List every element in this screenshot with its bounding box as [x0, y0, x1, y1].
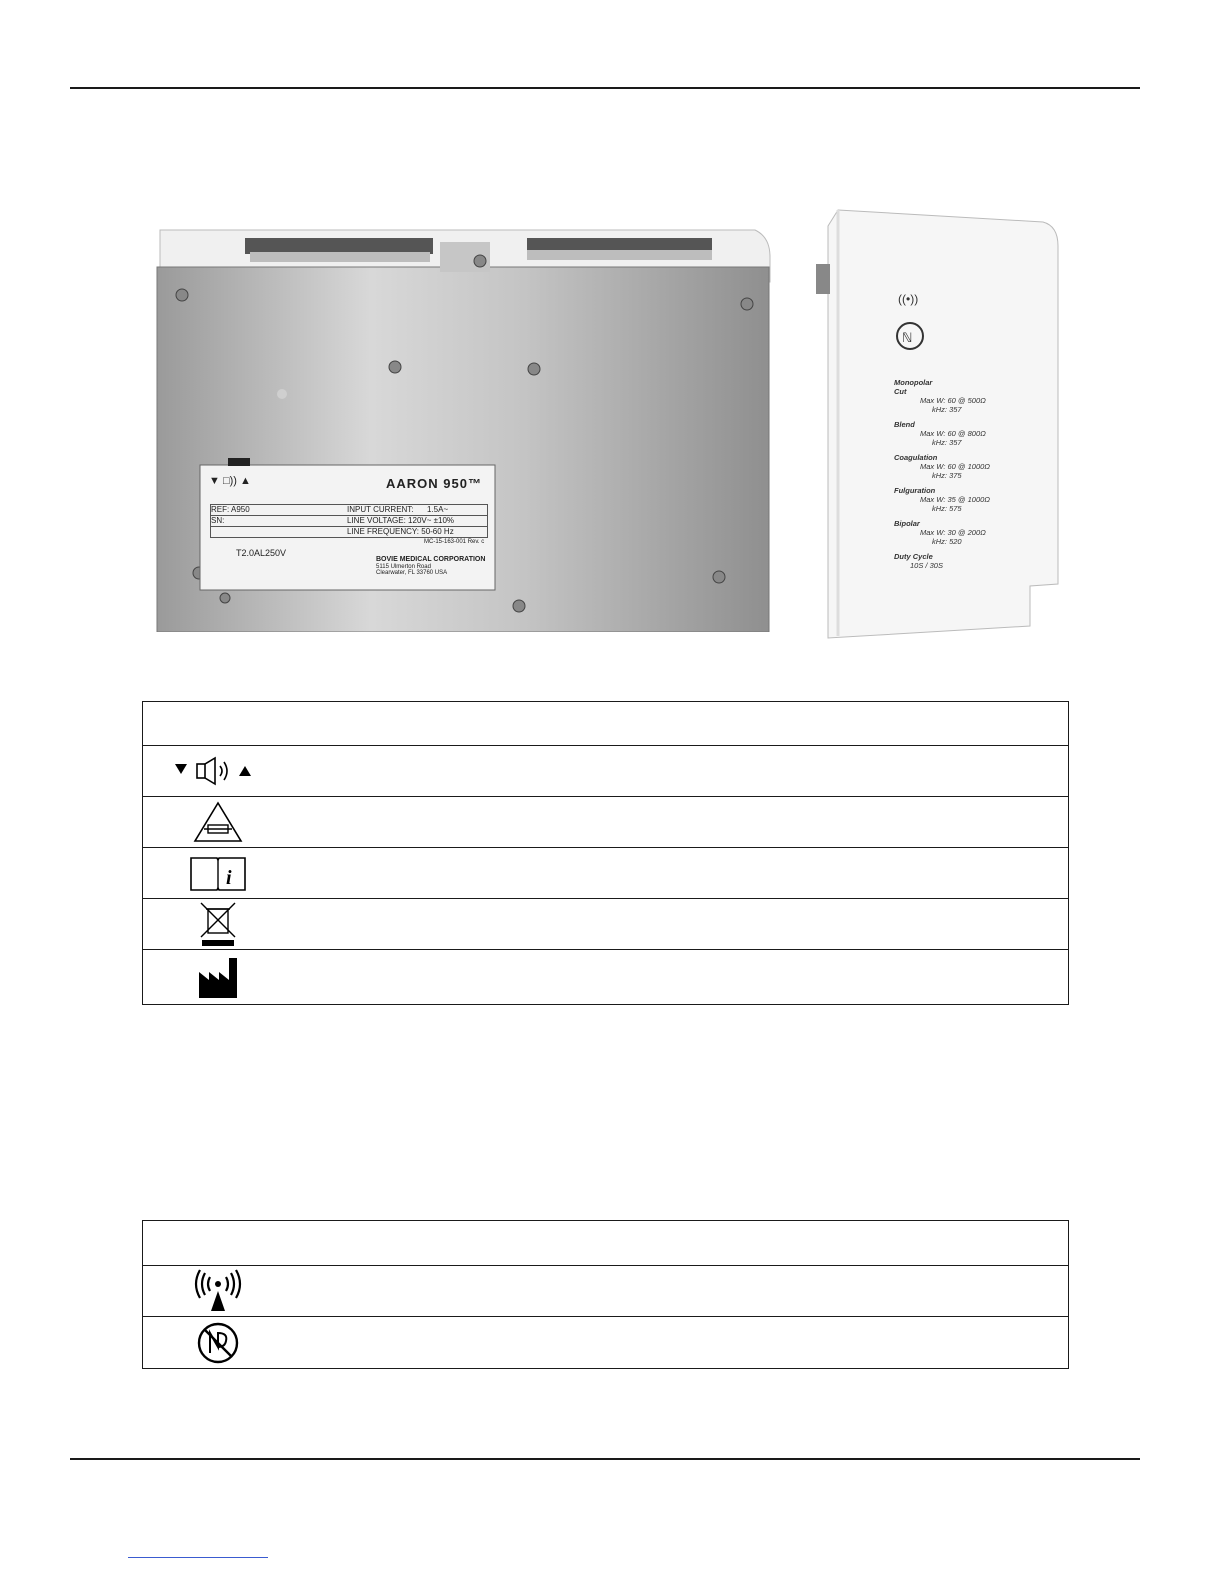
bip-khz: kHz: 520	[932, 537, 962, 546]
weee-bin-icon	[143, 901, 293, 947]
mode-coagulation: Coagulation	[894, 453, 938, 462]
fulg-max: Max W: 35 @ 1000Ω	[920, 495, 991, 504]
table-header	[143, 702, 1068, 746]
manufacturer-name: BOVIE MEDICAL CORPORATION	[376, 556, 486, 563]
cut-khz: kHz: 357	[932, 405, 962, 414]
mode-fulguration: Fulguration	[894, 486, 936, 495]
brand-text: AARON 950™	[386, 476, 482, 491]
non-ionizing-radiation-icon	[143, 1269, 293, 1313]
table-row	[143, 899, 1068, 950]
input-current-label: INPUT CURRENT:	[347, 505, 414, 514]
fulg-khz: kHz: 575	[932, 504, 962, 513]
table-row	[143, 848, 1068, 899]
cut-max: Max W: 60 @ 500Ω	[920, 396, 986, 405]
svg-text:i: i	[226, 867, 232, 889]
table-row	[143, 797, 1068, 848]
ref-field: REF: A950	[211, 505, 250, 514]
label-plate	[206, 470, 496, 590]
mode-bipolar: Bipolar	[894, 519, 920, 528]
duty-cycle-value: 10S / 30S	[910, 561, 943, 570]
mode-blend: Blend	[894, 420, 915, 429]
line-voltage: LINE VOLTAGE: 120V~ ±10%	[347, 516, 455, 525]
fuse-rating: T2.0AL250V	[236, 548, 287, 558]
table-row	[143, 950, 1068, 1004]
table-row	[143, 1317, 1068, 1368]
svg-text:((•)): ((•))	[898, 292, 919, 306]
side-symbol-table	[142, 1220, 1069, 1369]
blend-khz: kHz: 357	[932, 438, 962, 447]
blend-max: Max W: 60 @ 800Ω	[920, 429, 986, 438]
coag-khz: kHz: 375	[932, 471, 962, 480]
input-current-value: 1.5A~	[427, 505, 449, 514]
fuse-icon	[143, 801, 293, 843]
rear-symbol-table	[142, 701, 1069, 1005]
duty-cycle-label: Duty Cycle	[894, 552, 933, 561]
table-header	[143, 1221, 1068, 1266]
side-label	[894, 378, 1044, 570]
footer-link-underline[interactable]	[128, 1557, 268, 1558]
mode-cut: Cut	[894, 387, 907, 396]
bip-max: Max W: 30 @ 200Ω	[920, 528, 986, 537]
volume-icon	[143, 756, 293, 786]
bottom-rule	[70, 1458, 1140, 1460]
top-rule	[70, 87, 1140, 89]
manufacturer-city: Clearwater, FL 33760 USA	[376, 570, 448, 576]
table-row	[143, 1266, 1068, 1317]
mode-monopolar: Monopolar	[894, 378, 933, 387]
no-pacemaker-icon	[143, 1321, 293, 1365]
manufacturer-icon	[143, 954, 293, 1000]
coag-max: Max W: 60 @ 1000Ω	[920, 462, 991, 471]
manufacturer-street: 5115 Ulmerton Road	[376, 564, 431, 570]
instructions-icon	[143, 854, 293, 892]
sn-field: SN:	[211, 516, 225, 525]
svg-text:ℕ: ℕ	[902, 330, 913, 345]
table-row	[143, 746, 1068, 797]
speaker-symbol: ▼ □)) ▲	[209, 475, 251, 487]
line-frequency: LINE FREQUENCY: 50-60 Hz	[347, 527, 454, 536]
part-number: MC-15-163-001 Rev. c	[424, 539, 485, 545]
